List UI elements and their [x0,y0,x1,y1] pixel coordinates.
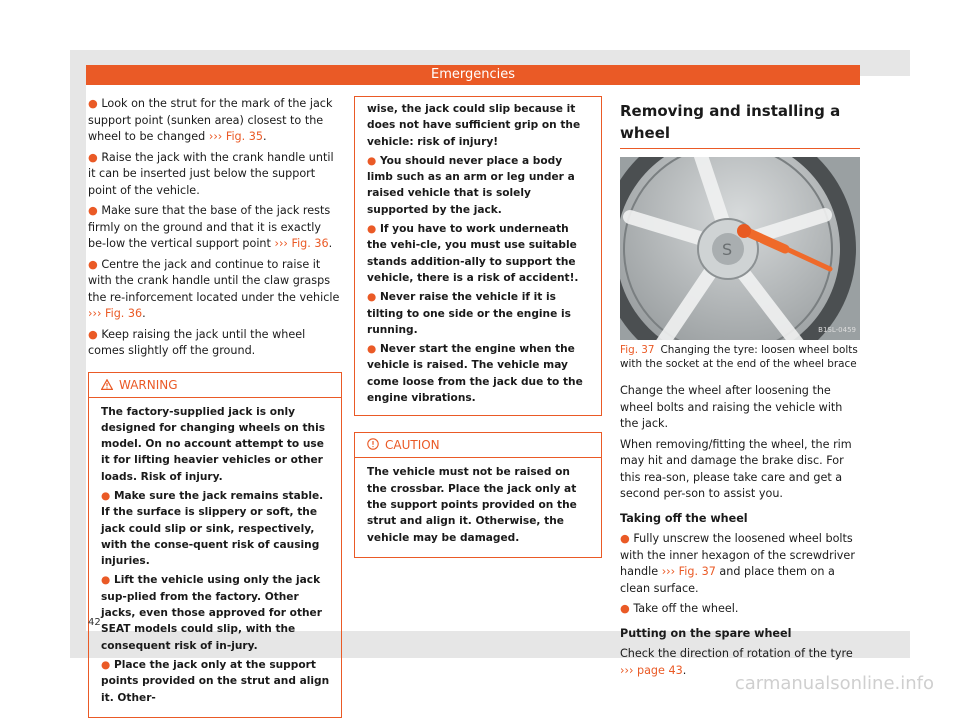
svg-text:S: S [722,240,733,259]
watermark: carmanualsonline.info [734,673,934,694]
page-number: 42 [88,617,101,628]
warning-item-text: Place the jack only at the support points provided on the strut and align it. Other- [101,658,330,704]
taking-off-step-2-text: Take off the wheel. [633,602,739,615]
taking-off-heading: Taking off the wheel [620,511,748,525]
step-tail: . [328,237,333,250]
step-figure-link[interactable]: ››› Fig. 35 [208,130,263,143]
warning-cont-item-3 [367,341,591,406]
step-tail: . [263,130,267,143]
figure-caption [620,344,860,371]
figure-label: Fig. 37 [620,344,655,356]
step-0 [88,96,342,146]
bullet-dot: ● [367,223,380,236]
warning-cont-items [367,153,591,406]
warning-body [89,404,341,706]
step-4 [88,327,342,360]
taking-off-step-1 [620,531,860,597]
step-2 [88,203,342,253]
step-text: Raise the jack with the crank handle until it can be inserted just below the support point of the vehicle. [88,150,334,197]
paragraph-2: When removing/fitting the wheel, the rim may hit and damage the brake disc. For this rea-son, please take care and get a second per-son to assist you. [620,437,852,500]
putting-on-body: Check the direction of rotation of the tyre [620,647,853,660]
step-text: Centre the jack and continue to raise it with the crank handle until the claw grasps the re-inforcement located under the vehicle [88,257,340,304]
column-right [620,98,860,683]
bullet-dot: ● [367,154,380,167]
section-title: Removing and installing a wheel [620,100,860,149]
caution-text: The vehicle must not be raised on the crossbar. Place the jack only at the support points provided on the strut and align it. Otherwise, the vehicle may be damaged. [367,466,577,544]
step-1 [88,150,342,200]
bullet-dot: ● [88,257,102,271]
bullet-dot: ● [101,489,114,502]
figure-code: B1SL-0459 [818,325,856,334]
warning-box-continued [354,96,602,416]
warning-cont-item-0 [367,153,591,218]
bullet-dot: ● [88,204,102,217]
warning-item-text: Make sure the jack remains stable. If the surface is slippery or soft, the jack could slip or sink, respectively, with the conse-quent risk of causing injuries. [101,489,324,568]
bullet-dot: ● [88,327,102,341]
fig-37-link[interactable]: ››› Fig. 37 [661,565,716,578]
step-tail: . [142,307,146,320]
chapter-header: Emergencies [86,65,860,85]
warning-cont-item-text: Never start the engine when the vehicle is raised. The vehicle may come loose from the jack due to the engine vibrations. [367,343,583,405]
wheel-figure [620,157,860,340]
page-43-link[interactable]: ››› page 43 [620,663,683,677]
warning-items [101,488,331,706]
bullet-dot: ● [88,97,102,110]
bullet-dot: ● [88,150,102,164]
putting-on-tail: . [682,663,687,677]
step-text: Keep raising the jack until the wheel comes slightly off the ground. [88,327,306,357]
putting-on-heading: Putting on the spare wheel [620,626,792,640]
warning-cont-item-1 [367,221,591,286]
bullet-dot: ● [101,658,114,671]
warning-item-1 [101,572,331,653]
bullet-dot: ● [367,291,380,304]
step-text: Make sure that the base of the jack rests firmly on the ground and that it is exactly be-low the vertical support point [88,204,331,250]
procedure-steps [88,96,342,360]
taking-off-step-2 [620,601,860,618]
warning-header [89,373,341,398]
warning-label: WARNING [119,377,178,392]
paragraph-1: Change the wheel after loosening the wheel bolts and raising the vehicle with the jack. [620,384,843,430]
step-figure-link[interactable]: ››› Fig. 36 [88,307,143,320]
warning-cont-lead: wise, the jack could slip because it does not have sufficient grip on the vehicle: risk of injury! [367,103,581,148]
caution-body [355,464,601,545]
bullet-dot: ● [620,532,630,545]
wheel-illustration-icon [620,157,860,340]
figure-caption-text: Changing the tyre: loosen wheel bolts with the socket at the end of the wheel brace [620,344,858,370]
taking-off-step-1-text: Fully unscrew the loosened wheel bolts with the inner hexagon of the screwdriver handle [620,532,855,578]
caution-header [355,433,601,458]
warning-intro: The factory-supplied jack is only designed for changing wheels on this model. On no account attempt to use it for lifting heavier vehicles or other loads. Risk of injury. [101,405,325,483]
column-left [88,96,342,718]
warning-cont-item-text: Never raise the vehicle if it is tilting to one side or the engine is running. [367,291,571,336]
column-middle [354,96,602,558]
warning-item-0 [101,488,331,569]
caution-box [354,432,602,557]
warning-cont-item-2 [367,289,591,338]
caution-label: CAUTION [385,438,440,453]
warning-triangle-icon [101,379,113,390]
warning-cont-item-text: If you have to work underneath the vehi-cle, you must use suitable stands addition-ally to support the vehicle, there is a risk of accident!. [367,223,579,284]
warning-item-2 [101,657,331,706]
step-3 [88,257,342,323]
step-text: Look on the strut for the mark of the jack support point (sunken area) closest to the wheel to be changed [88,97,333,143]
bullet-dot: ● [101,574,114,587]
bullet-dot: ● [367,343,380,356]
warning-cont-item-text: You should never place a body limb such as an arm or leg under a raised vehicle that is solely supported by the jack. [367,154,575,216]
warning-box [88,372,342,718]
warning-item-text: Lift the vehicle using only the jack sup-plied from the factory. Other jacks, even those approved for other SEAT models could slip, with the consequent risk of in-jury. [101,574,322,652]
caution-circle-icon [367,438,379,450]
bullet-dot: ● [620,602,630,615]
taking-off-step-1-tail: and place them on a clean surface. [620,565,835,595]
step-figure-link[interactable]: ››› Fig. 36 [274,237,329,250]
